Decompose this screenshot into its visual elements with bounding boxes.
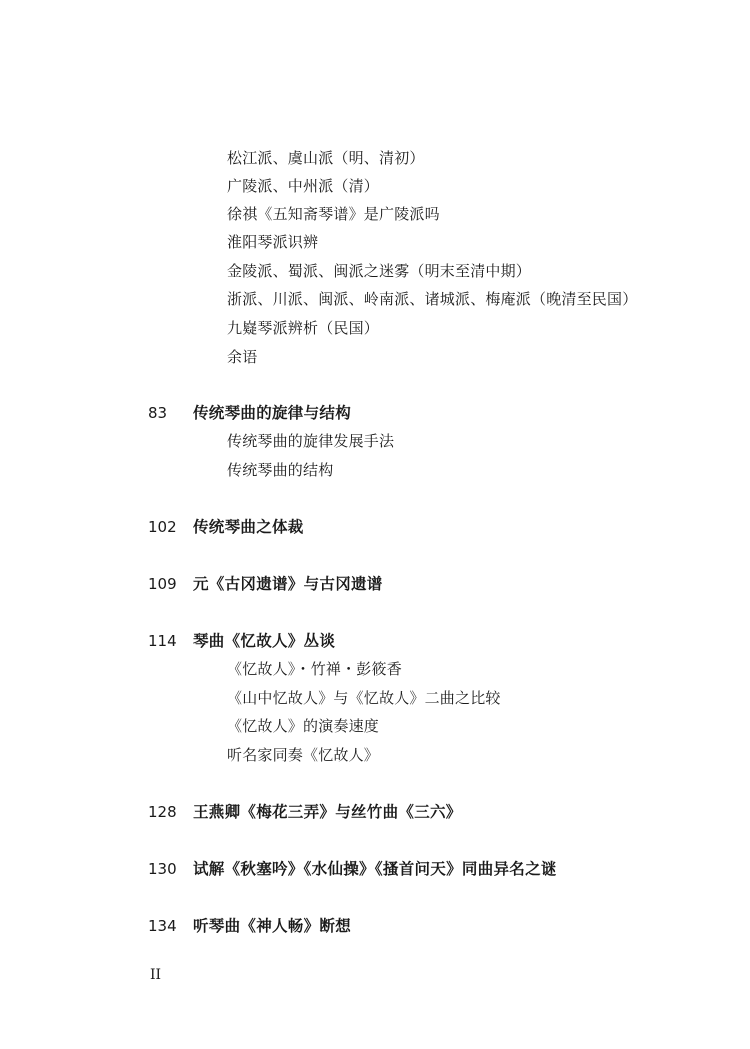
toc-subitem[interactable]: 淮阳琴派识辨 bbox=[227, 233, 319, 251]
toc-entry-title: 试解《秋塞吟》《水仙操》《搔首问天》同曲异名之谜 bbox=[193, 860, 557, 878]
toc-page-number: 109 bbox=[148, 575, 177, 593]
toc-subitem[interactable]: 徐祺《五知斋琴谱》是广陵派吗 bbox=[227, 205, 440, 223]
toc-entry-title: 元《古冈遗谱》与古冈遗谱 bbox=[193, 575, 383, 593]
toc-page-number: 114 bbox=[148, 632, 177, 650]
toc-subitem[interactable]: 九嶷琴派辨析（民国） bbox=[227, 319, 380, 337]
toc-entry-title: 琴曲《忆故人》丛谈 bbox=[193, 632, 336, 650]
toc-entry-title: 传统琴曲之体裁 bbox=[193, 518, 304, 536]
toc-subitem[interactable]: 金陵派、蜀派、闽派之迷雾（明末至清中期） bbox=[227, 262, 532, 280]
toc-subitem[interactable]: 浙派、川派、闽派、岭南派、诸城派、梅庵派（晚清至民国） bbox=[227, 290, 638, 308]
toc-entry-title: 王燕卿《梅花三弄》与丝竹曲《三六》 bbox=[193, 803, 462, 821]
toc-subitem[interactable]: 《忆故人》・竹禅・彭筱香 bbox=[227, 660, 402, 678]
page-marker: II bbox=[150, 967, 162, 983]
toc-page-number: 102 bbox=[148, 518, 177, 536]
toc-entry-title: 传统琴曲的旋律与结构 bbox=[193, 404, 352, 422]
toc-subitem[interactable]: 《山中忆故人》与《忆故人》二曲之比较 bbox=[227, 689, 501, 707]
toc-subitem[interactable]: 听名家同奏《忆故人》 bbox=[227, 746, 380, 764]
toc-subitem[interactable]: 余语 bbox=[227, 348, 258, 366]
toc-page-number: 83 bbox=[148, 404, 168, 422]
toc-subitem[interactable]: 传统琴曲的结构 bbox=[227, 461, 334, 479]
toc-subitem[interactable]: 松江派、虞山派（明、清初） bbox=[227, 149, 425, 167]
toc-page-number: 128 bbox=[148, 803, 177, 821]
toc-subitem[interactable]: 《忆故人》的演奏速度 bbox=[227, 717, 380, 735]
toc-subitem[interactable]: 广陵派、中州派（清） bbox=[227, 177, 380, 195]
toc-page-number: 130 bbox=[148, 860, 177, 878]
toc-subitem[interactable]: 传统琴曲的旋律发展手法 bbox=[227, 432, 395, 450]
toc-entry-title: 听琴曲《神人畅》断想 bbox=[193, 917, 352, 935]
toc-page-number: 134 bbox=[148, 917, 177, 935]
